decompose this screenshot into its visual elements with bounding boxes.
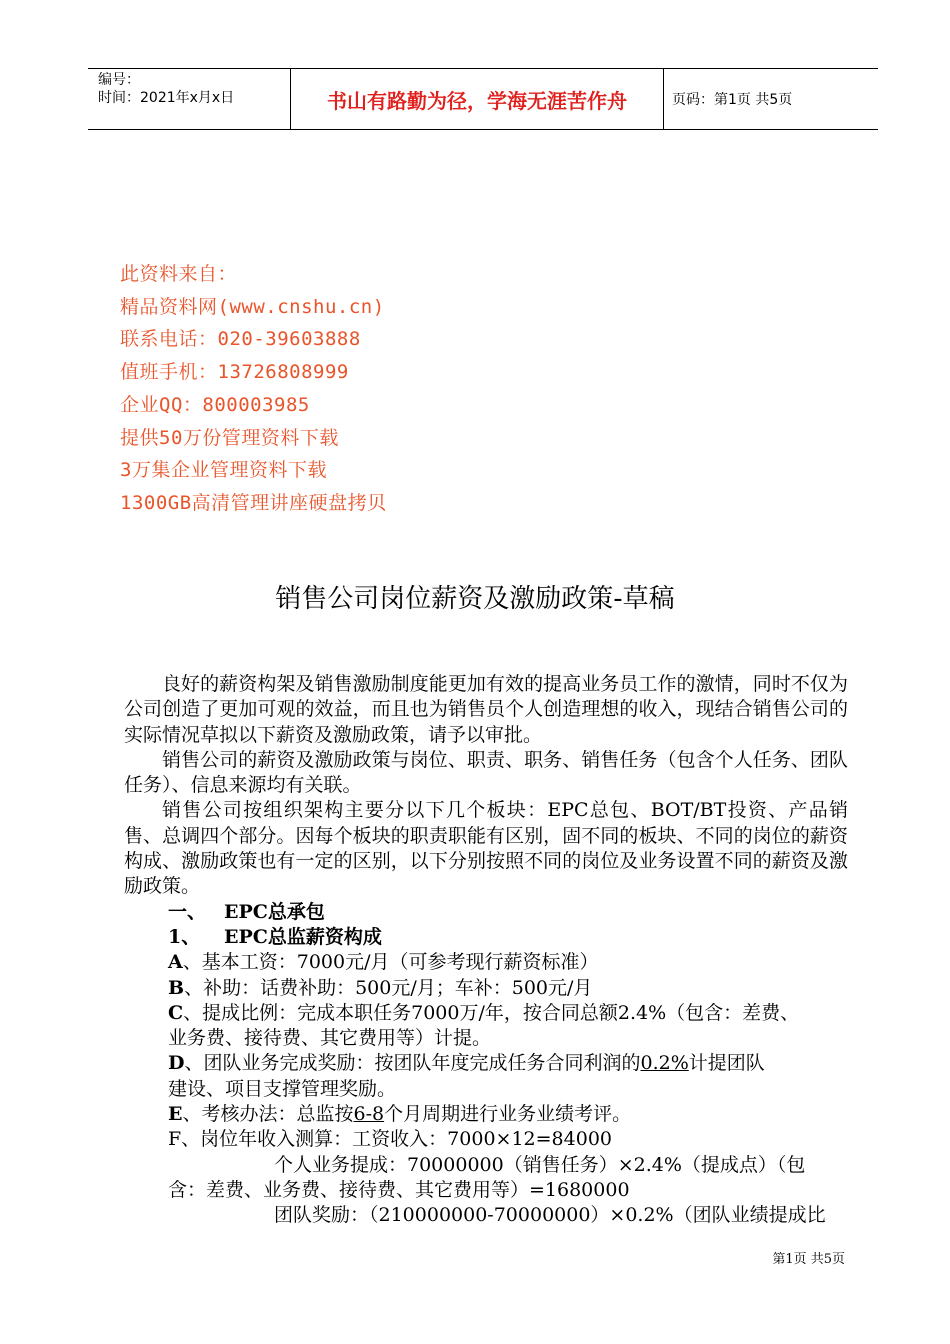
promo-line: 3万集企业管理资料下载 [120, 459, 327, 482]
item-a [124, 950, 848, 975]
paragraph-intro: 良好的薪资构架及销售激励制度能更加有效的提高业务员工作的激情，同时不仅为公司创造了更加可观的效益，而且也为销售员个人创造理想的收入，现结合销售公司的实际情况草拟以下薪资及激励政策，请予以审批。 [124, 673, 848, 746]
header-meta [88, 69, 290, 129]
item-e [124, 1102, 848, 1127]
item-text: 、考核办法：总监按 [182, 1103, 354, 1126]
item-text: 计提团队 [688, 1052, 765, 1075]
item-d [124, 1051, 848, 1076]
item-c-continued: 业务费、接待费、其它费用等）计提。 [168, 1027, 492, 1050]
item-f-personal-commission-continued: 含：差费、业务费、接待费、其它费用等）=1680000 [168, 1178, 630, 1201]
item-underlined-value: 0.2% [640, 1052, 689, 1075]
item-text: 、基本工资：7000元/月（可参考现行薪资标准） [182, 951, 599, 974]
item-key: D [168, 1052, 185, 1075]
item-text: 、补助：话费补助：500元/月；车补：500元/月 [184, 976, 593, 999]
promo-line: 提供50万份管理资料下载 [120, 426, 339, 449]
item-b [124, 976, 848, 1001]
document-time-label: 时间：2021年x月x日 [98, 90, 235, 106]
item-f-team-bonus: 团队奖励：（210000000-70000000）×0.2%（团队业绩提成比 [274, 1204, 826, 1227]
promo-line: 1300GB高清管理讲座硬盘拷贝 [120, 491, 387, 514]
paragraph-structure: 销售公司按组织架构主要分以下几个板块：EPC总包、BOT/BT投资、产品销售、总调四个部分。因每个板块的职责职能有区别，固不同的板块、不同的岗位的薪资构成、激励政策也有一定的区别，以下分别按照不同的岗位及业务设置不同的薪资及激励政策。 [124, 799, 848, 898]
document-body [124, 672, 848, 1229]
section-heading [124, 900, 848, 925]
source-info-block [120, 258, 387, 520]
subsection-heading [124, 925, 848, 950]
document-title: 销售公司岗位薪资及激励政策-草稿 [275, 584, 675, 614]
item-text: 、团队业务完成奖励：按团队年度完成任务合同利润的 [184, 1052, 641, 1075]
header-motto: 书山有路勤为径，学海无涯苦作舟 [290, 69, 664, 129]
header-page-info: 页码：第1页 共5页 [672, 92, 793, 108]
promo-line: 企业QQ：800003985 [120, 393, 310, 416]
item-text: 个月周期进行业务业绩考评。 [384, 1103, 632, 1126]
item-key: E [168, 1103, 183, 1126]
item-underlined-value: 6-8 [353, 1103, 385, 1126]
page-header [88, 68, 878, 130]
item-key: B [168, 976, 185, 999]
subsection-number: 1、 [168, 925, 201, 948]
page-footer: 第1页 共5页 [772, 1252, 845, 1267]
document-number-label: 编号： [98, 72, 140, 88]
item-d-continued: 建设、项目支撑管理奖励。 [168, 1077, 397, 1100]
section-title: EPC总承包 [224, 900, 325, 923]
item-f: F、岗位年收入测算：工资收入：7000×12=84000 [168, 1128, 612, 1151]
promo-line: 联系电话：020-39603888 [120, 328, 361, 351]
promo-line: 此资料来自： [120, 263, 238, 285]
item-key: C [168, 1001, 184, 1024]
paragraph-relation: 销售公司的薪资及激励政策与岗位、职责、职务、销售任务（包含个人任务、团队任务）、信息来源均有关联。 [124, 748, 848, 797]
promo-line: 精品资料网(www.cnshu.cn) [120, 295, 385, 318]
item-c [124, 1001, 848, 1026]
promo-line: 值班手机：13726808999 [120, 361, 349, 384]
section-number: 一、 [168, 900, 207, 923]
subsection-title: EPC总监薪资构成 [224, 925, 382, 948]
item-f-personal-commission: 个人业务提成：70000000（销售任务）×2.4%（提成点）（包 [274, 1153, 806, 1176]
item-text: 、提成比例：完成本职任务7000万/年，按合同总额2.4%（包含：差费、 [183, 1001, 800, 1024]
item-key: A [168, 951, 183, 974]
